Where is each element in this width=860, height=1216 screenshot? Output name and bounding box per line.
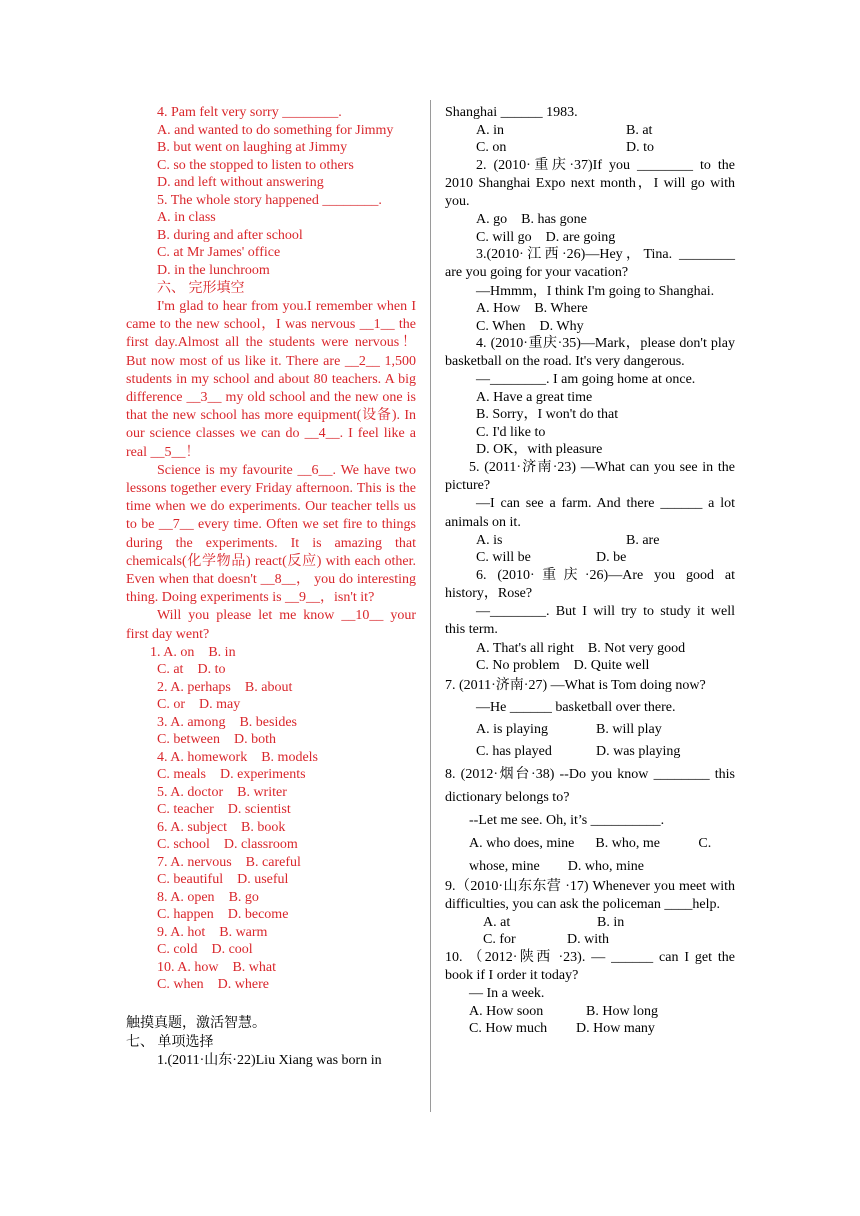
option: B. during and after school [157,227,303,243]
dialogue-reply: —________. I am going home at once. [476,372,696,388]
cloze-paragraph-3: Will you please let me know __10__ your first day went? [126,608,416,642]
mc-question-2-stem: 2. (2010·重庆·37)If you ________ to the 2010 Shanghai Expo next month，I will go with you. [445,157,735,209]
option-row: A. who does, mine B. who, me C. [469,835,712,851]
dialogue-reply: —Hmmm，I think I'm going to Shanghai. [476,283,715,299]
mc-question-6-stem: 6. (2010·重庆·26)—Are you good at history，Rose? [445,567,735,601]
dialogue-reply: —He ______ basketball over there. [476,699,676,715]
option-row: C. when D. where [157,977,269,993]
mc-question-4-stem: 4. (2010·重庆·35)—Mark，please don't play basketball on the road. It's very dangerous. [445,336,735,370]
option-row: A. is B. are [476,532,660,548]
option-row: C. teacher D. scientist [157,802,291,818]
option: B. Sorry，I won't do that [476,407,619,423]
option-row: 4. A. homework B. models [157,749,318,765]
option-row: A. That's all right B. Not very good [476,640,686,656]
option-row: 6. A. subject B. book [157,819,286,835]
option-row: A. at B. in [483,914,625,930]
dialogue-reply: — In a week. [469,986,545,1002]
option-row: C. meals D. experiments [157,767,306,783]
option-row: 2. A. perhaps B. about [157,679,293,695]
intro-text: 触摸真题，激活智慧。 [126,1015,266,1031]
section-seven-title: 七、 单项选择 [126,1034,214,1050]
cloze-options [126,644,416,994]
option-row: A. How B. Where [476,301,588,317]
option-row: C. between D. both [157,732,276,748]
option-row: C. has played D. was playing [476,743,681,759]
option-row: C. school D. classroom [157,837,298,853]
mc-question-5-stem: 5. (2011·济南·23) —What can you see in the picture? [445,459,735,494]
mc-question-9-stem: 9.（2010·山东东营 ·17) Whenever you meet with difficulties, you can ask the policeman ____help. [445,878,735,912]
section-six-title: 六、 完形填空 [157,281,245,296]
option: A. and wanted to do something for Jimmy [157,122,394,138]
option: A. Have a great time [476,389,593,405]
reading-q4 [126,104,416,192]
option: C. at Mr James' office [157,245,281,260]
option: A. in class [157,210,216,225]
cloze-paragraph-2: Science is my favourite __6__. We have two lessons together every Friday afternoon. This is the time when we do experiments. Our teacher tells us to be __7__ every time. Often we set fire to things during the experiments. It is amazing that chemicals(化学物品) react(反应) with each other. Even when that doesn't __8__， you do interesting thing. Doing experiments is __9__，isn't it? [126,462,416,606]
option-row: 3. A. among B. besides [157,714,298,730]
left-column [126,104,416,1069]
mc-question-1-continued: Shanghai ______ 1983. [445,105,578,120]
dialogue-reply: —________. But I will try to study it well this term. [445,604,735,638]
dialogue-reply: --Let me see. Oh, it’s __________. [469,812,665,828]
option-row: 9. A. hot B. warm [157,924,268,940]
option-row: C. or D. may [157,697,241,713]
option-row: C. No problem D. Quite well [476,658,650,674]
option-row: A. How soon B. How long [469,1003,658,1019]
option: D. in the lunchroom [157,262,270,278]
mc-question-7-stem: 7. (2011·济南·27) —What is Tom doing now? [445,677,706,693]
option: C. so the stopped to listen to others [157,157,354,173]
mc-question-10-stem: 10. （2012·陕西 ·23). — ______ can I get the book if I order it today? [445,949,735,984]
option-row: whose, mine D. who, mine [469,858,644,874]
option-row: C. at D. to [157,662,226,678]
option-row: 5. A. doctor B. writer [157,784,287,800]
question-stem: 5. The whole story happened ________. [157,192,382,208]
option-row: A. in B. at [476,122,653,138]
option: D. and left without answering [157,175,324,190]
option: B. but went on laughing at Jimmy [157,140,348,155]
option-row: A. go B. has gone [476,212,587,228]
right-column [445,104,735,1038]
question-stem: 4. Pam felt very sorry ________. [157,105,342,120]
option-row: C. for D. with [483,932,609,948]
mc-question-8-stem: 8. (2012·烟台·38) --Do you know ________ this dictionary belongs to? [445,766,735,805]
option-row: 10. A. how B. what [157,959,277,975]
option: D. OK，with pleasure [476,442,603,458]
option-row: C. happen D. become [157,907,289,923]
dialogue-reply: —I can see a farm. And there ______ a lot animals on it. [445,496,735,530]
cloze-paragraph-1: I'm glad to hear from you.I remember when I came to the new school，I was nervous __1__ the first day.Almost all the students were nervous！ But now most of us like it. There are __2__ 1,500 students in my school and about 80 teachers. A big difference __3__ my old school and the new one is that the new school has more equipment(设备). In our science classes we can do __4__. I feel like a real __5__！ [126,299,416,460]
mc-question-1-stem: 1.(2011·山东·22)Liu Xiang was born in [157,1052,382,1068]
option-row: C. will go D. are going [476,229,616,245]
option-row: A. is playing B. will play [476,721,662,737]
column-divider [430,100,431,1112]
option-row: C. How much D. How many [469,1021,655,1037]
option-row: C. will be D. be [476,550,627,566]
option-row: C. cold D. cool [157,942,253,958]
option-row: C. beautiful D. useful [157,872,289,888]
option-row: 7. A. nervous B. careful [157,854,301,870]
reading-q5 [126,192,416,280]
mc-question-3-stem: 3.(2010·江西·26)—Hey，Tina. ________ are you going for your vacation? [445,247,735,281]
option-row: 8. A. open B. go [157,889,259,905]
option-row: C. on D. to [476,140,654,155]
option: C. I'd like to [476,424,546,440]
option-row: 1. A. on B. in [150,644,236,660]
option-row: C. When D. Why [476,318,584,334]
